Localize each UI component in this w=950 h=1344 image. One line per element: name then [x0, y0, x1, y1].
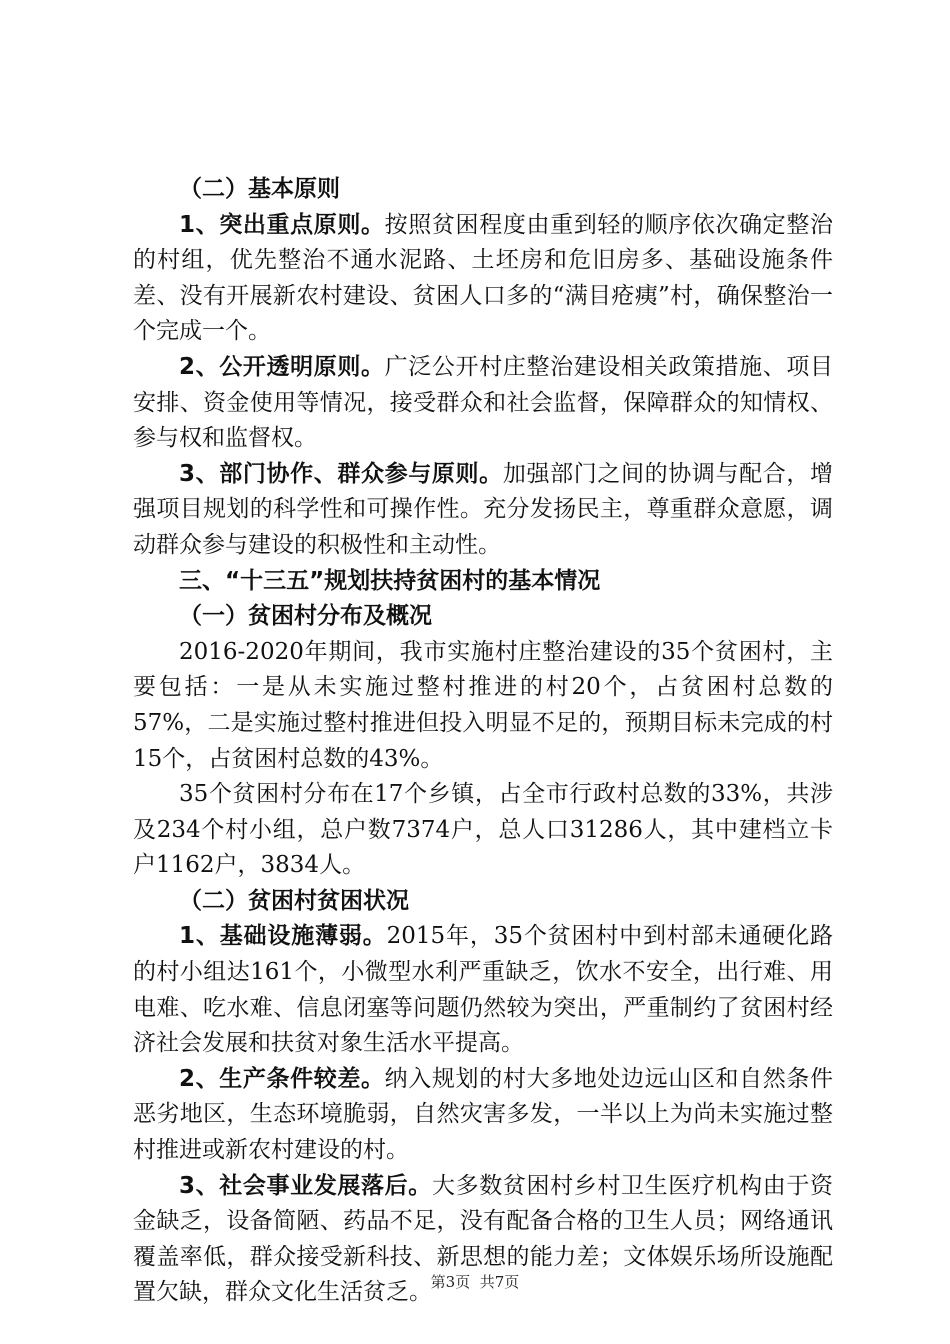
distribution-paragraph: 35个贫困村分布在17个乡镇，占全市行政村总数的33%，共涉及234个村小组，总户数7374户，总人口31286人，其中建档立卡户1162户，3834人。 — [133, 781, 833, 879]
principle-body: 加强部门之间的协调与配合，增强项目规划的科学性和可操作性。充分发扬民主，尊重群众意愿，调动群众参与建设的积极性和主动性。 — [133, 460, 833, 558]
section-heading-basic-principles: （二）基本原则 — [179, 176, 340, 202]
principle-paragraph — [133, 208, 833, 350]
principle-title: 2、公开透明原则。 — [179, 353, 385, 380]
condition-body: 大多数贫困村乡村卫生医疗机构由于资金缺乏，设备简陋、药品不足，没有配备合格的卫生人员；网络通讯覆盖率低，群众接受新科技、新思想的能力差；文体娱乐场所设施配置欠缺，群众文化生活贫乏。 — [133, 1172, 834, 1306]
condition-body: 2015年，35个贫困村中到村部未通硬化路的村小组达161个，小微型水利严重缺乏，饮水不安全，出行难、用电难、吃水难、信息闭塞等问题仍然较为突出，严重制约了贫困村经济社会发展和扶贫对象生活水平提高。 — [133, 923, 833, 1057]
condition-body: 纳入规划的村大多地处边远山区和自然条件恶劣地区，生态环境脆弱，自然灾害多发，一半以上为尚未实施过整村推进或新农村建设的村。 — [133, 1065, 833, 1164]
condition-paragraph — [133, 1062, 833, 1169]
condition-title: 3、社会事业发展落后。 — [179, 1172, 432, 1199]
condition-title: 1、基础设施薄弱。 — [179, 923, 387, 950]
subsection-heading-distribution: （一）贫困村分布及概况 — [179, 603, 432, 630]
condition-paragraph — [133, 919, 833, 1061]
condition-title: 2、生产条件较差。 — [179, 1065, 385, 1092]
principle-paragraph — [133, 350, 833, 457]
page-footer — [0, 1272, 950, 1292]
section-heading-three: 三、“十三五”规划扶持贫困村的基本情况 — [179, 567, 601, 594]
principle-title: 3、部门协作、群众参与原则。 — [179, 460, 503, 487]
page-number-current: 第3页 — [430, 1273, 471, 1291]
distribution-paragraph: 2016-2020年期间，我市实施村庄整治建设的35个贫困村，主要包括：一是从未实施过整村推进的村20个，占贫困村总数的57%，二是实施过整村推进但投入明显不足的，预期目标未完成的村15个，占贫困村总数的43%。 — [133, 638, 833, 772]
document-body — [133, 172, 833, 1311]
principle-body: 广泛公开村庄整治建设相关政策措施、项目安排、资金使用等情况，接受群众和社会监督，保障群众的知情权、参与权和监督权。 — [133, 353, 833, 452]
principle-body: 按照贫困程度由重到轻的顺序依次确定整治的村组，优先整治不通水泥路、土坯房和危旧房多、基础设施条件差、没有开展新农村建设、贫困人口多的“满目疮痍”村，确保整治一个完成一个。 — [133, 211, 833, 345]
principle-title: 1、突出重点原则。 — [179, 211, 385, 238]
subsection-heading-conditions: （二）贫困村贫困状况 — [179, 887, 409, 914]
principle-paragraph — [133, 457, 833, 564]
page-number-total: 共7页 — [479, 1273, 520, 1291]
